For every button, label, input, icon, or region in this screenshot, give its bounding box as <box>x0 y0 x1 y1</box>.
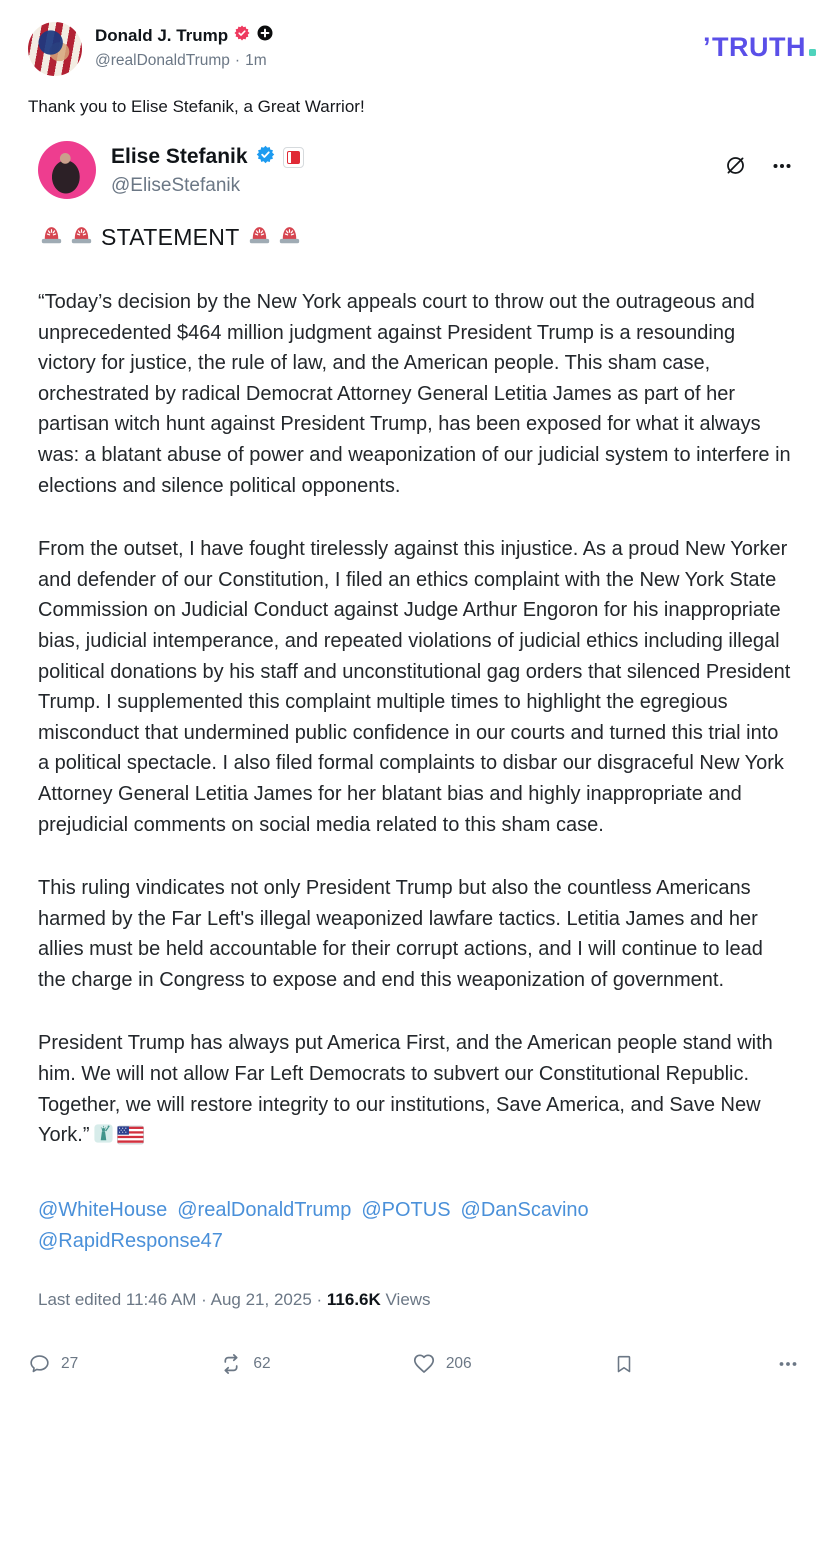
truth-logo-dot-icon <box>809 49 816 56</box>
us-flag-emoji <box>117 1124 144 1155</box>
post-time[interactable]: 1m <box>245 52 267 69</box>
post-text: Thank you to Elise Stefanik, a Great Warrior! <box>28 97 365 116</box>
statement-paragraph: From the outset, I have fought tirelessly against this injustice. As a proud New Yorker and defender of our Constitution, I filed an ethics complaint with the New York State Commission on Judicial Conduct against Judge Arthur Engoron for his inappropriate bias, judicial intemperance, and repeated violations of judicial ethics including illegal political donations by his staff and unconstitutional gag orders that silenced President Trump. I supplemented this complaint multiple times to highlight the egregious misconduct that undermined public confidence in our courts and turned this trial into a political spectacle. I also filed formal complaints to disbar our disgraceful New York Attorney General Letitia James for her blatant bias and highly inappropriate and prejudicial comments on social media related to this sham case. <box>38 538 791 836</box>
post-meta-line <box>38 1290 796 1310</box>
mention-link[interactable]: @realDonaldTrump <box>177 1198 352 1221</box>
statement-label: STATEMENT <box>101 224 240 250</box>
statement-paragraph: This ruling vindicates not only President Trump but also the countless Americans harmed by the Far Left's illegal weaponized lawfare tactics. Letitia James and her allies must be held accountable for their corrupt actions, and I will continue to lead the charge in Congress to expose and end this weaponization of government. <box>38 877 763 991</box>
hide-media-null-icon[interactable] <box>723 153 748 183</box>
truth-logo-text: ’ TRUTH <box>703 32 806 62</box>
edited-timestamp: Last edited 11:46 AM · Aug 21, 2025 · <box>38 1289 327 1309</box>
post-header <box>0 22 840 76</box>
retruth-button[interactable] <box>219 1352 270 1376</box>
dot-separator: · <box>234 52 241 69</box>
verified-blue-badge-icon <box>255 144 276 170</box>
quoted-header-icons <box>723 141 796 183</box>
retruth-icon <box>219 1352 243 1376</box>
truth-logo <box>703 22 820 63</box>
police-light-emoji <box>68 221 95 254</box>
statement-paragraph: “Today’s decision by the New York appeals court to throw out the outrageous and unprecedented $464 million judgment against President Trump is a resounding victory for justice, the rule of law, and the American people. This sham case, orchestrated by radical Democrat Attorney General Letitia James as part of her partisan witch hunt against President Trump, has been exposed for what it always was: a blatant abuse of power and weaponization of our judicial system to interfere in elections and silence political opponents. <box>38 291 791 497</box>
statement-paragraph <box>38 1028 794 1154</box>
mentions-block <box>38 1195 794 1257</box>
statue-of-liberty-emoji <box>92 1122 115 1155</box>
quoted-author-name[interactable]: Elise Stefanik <box>111 145 248 168</box>
like-count: 206 <box>445 1354 472 1372</box>
author-name[interactable]: Donald J. Trump <box>95 25 229 45</box>
quoted-author-identity <box>111 141 304 197</box>
mention-link[interactable]: @POTUS <box>361 1198 451 1221</box>
reply-count: 27 <box>61 1354 79 1372</box>
statement-paragraph-text: President Trump has always put America First, and the American people stand with him. We will not allow Far Left Democrats to subvert our Constitutional Republic. Together, we will restore integrity to our institutions, Save America, and Save New York.” <box>38 1032 773 1147</box>
mention-link[interactable]: @RapidResponse47 <box>38 1229 223 1252</box>
police-light-emoji <box>246 221 273 254</box>
author-handle[interactable]: @realDonaldTrump <box>95 52 230 69</box>
reply-icon <box>28 1352 51 1375</box>
views-count: 116.6K <box>326 1289 381 1309</box>
author-identity <box>95 22 274 70</box>
heart-icon <box>412 1352 436 1376</box>
author-avatar[interactable] <box>28 22 82 76</box>
views-label: Views <box>380 1289 431 1309</box>
retruth-count: 62 <box>253 1354 271 1372</box>
police-light-emoji <box>38 221 65 254</box>
statement-headline <box>38 221 796 254</box>
affiliation-badge-icon <box>283 147 304 168</box>
more-actions-button[interactable] <box>776 1352 800 1376</box>
reply-button[interactable] <box>28 1352 78 1375</box>
ellipsis-icon <box>776 1352 800 1376</box>
mention-link[interactable]: @DanScavino <box>460 1198 589 1221</box>
bookmark-button[interactable] <box>613 1353 635 1375</box>
mention-link[interactable]: @WhiteHouse <box>38 1198 168 1221</box>
bookmark-icon <box>613 1353 635 1375</box>
action-bar <box>0 1352 840 1376</box>
police-light-emoji <box>276 221 303 254</box>
quoted-post-header <box>38 141 796 199</box>
like-button[interactable] <box>412 1352 472 1376</box>
quoted-author-handle[interactable]: @EliseStefanik <box>111 175 241 196</box>
more-options-icon[interactable] <box>770 154 794 183</box>
plus-badge-icon <box>256 24 274 47</box>
author-subline <box>95 52 274 70</box>
quoted-author-avatar[interactable] <box>38 141 96 199</box>
verified-badge-icon <box>233 24 251 47</box>
quoted-post[interactable] <box>0 141 840 1310</box>
